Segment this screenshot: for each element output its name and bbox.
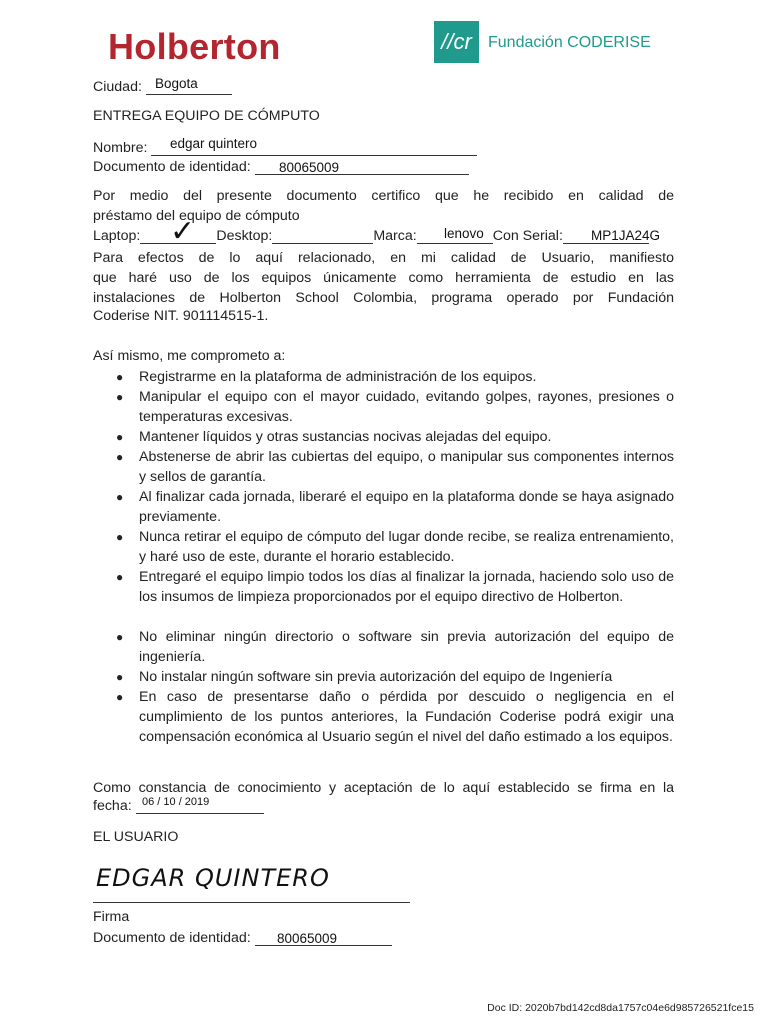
laptop-label: Laptop: [93,228,141,244]
fecha-value: 06 / 10 / 2019 [142,796,210,808]
bullet-icon: ● [116,690,124,704]
firma-label: Firma [93,909,130,925]
coderise-logo-icon: //cr [434,21,479,63]
para-line-2: que haré uso de los equipos únicamente como herramienta de estudio en las [93,270,674,286]
list-item: Entregaré el equipo limpio todos los días al finalizar la jornada, haciendo solo uso de los insumos de limpieza proporcionados por el equipo directivo de Holberton. [139,569,674,605]
documento2-row [93,930,392,946]
compromiso-heading: Así mismo, me comprometo a: [93,348,286,364]
constancia-line-1: Como constancia de conocimiento y aceptación de lo aquí establecido se firma en la [93,780,674,796]
documento-label: Documento de identidad: [93,159,251,175]
bullet-icon: ● [116,630,124,644]
list-item: Mantener líquidos y otras sustancias nocivas alejadas del equipo. [139,429,552,445]
bullet-icon: ● [116,370,124,384]
marca-label: Marca: [373,228,417,244]
signature: EDGAR QUINTERO [96,864,330,892]
documento2-label: Documento de identidad: [93,930,251,946]
list-item: En caso de presentarse daño o pérdida por descuido o negligencia en el cumplimiento de los puntos anteriores, la Fundación Coderise podrá exigir una compensación económica al Usuario según el nivel del daño estimado a los equipos. [139,689,674,745]
holberton-logo: Holberton [108,26,281,67]
bullet-icon: ● [116,530,124,544]
ciudad-value: Bogota [155,76,198,91]
serial-value: MP1JA24G [591,228,661,243]
ciudad-label: Ciudad: [93,79,142,95]
desktop-label: Desktop: [216,228,273,244]
nombre-value: edgar quintero [170,136,258,151]
list-item: Abstenerse de abrir las cubiertas del equipo, o manipular sus componentes internos y sellos de garantía. [139,449,674,485]
nombre-label: Nombre: [93,140,148,156]
signature-line [93,902,410,903]
bullet-icon: ● [116,570,124,584]
fundacion-name: Fundación CODERISE [488,34,651,51]
intro-line-1: Por medio del presente documento certifico que he recibido en calidad de [93,188,674,204]
list-item: No instalar ningún software sin previa autorización del equipo de Ingeniería [139,669,613,685]
bullet-icon: ● [116,490,124,504]
list-item: Al finalizar cada jornada, liberaré el equipo en la plataforma donde se haya asignado previamente. [139,489,674,525]
serial-label: Con Serial: [492,228,563,244]
bullet-icon: ● [116,450,124,464]
list-item: Registrarme en la plataforma de administración de los equipos. [139,369,537,385]
list-item: Nunca retirar el equipo de cómputo del lugar donde recibe, se realiza entrenamiento, y haré uso de este, durante el horario establecido. [139,529,674,565]
bullet-icon: ● [116,430,124,444]
document-title: ENTREGA EQUIPO DE CÓMPUTO [93,108,320,124]
intro-line-2: préstamo del equipo de cómputo [93,208,300,224]
para-line-1: Para efectos de lo aquí relacionado, en mi calidad de Usuario, manifiesto [93,250,674,266]
list-item: No eliminar ningún directorio o software sin previa autorización del equipo de ingeniería. [139,629,674,665]
bullet-icon: ● [116,670,124,684]
documento2-value: 80065009 [277,931,338,946]
marca-value: lenovo [444,226,484,241]
para-line-4: Coderise NIT. 901114515-1. [93,308,269,324]
usuario-label: EL USUARIO [93,829,179,845]
documento-value: 80065009 [279,160,340,175]
laptop-check-icon: ✓ [170,215,196,248]
doc-id: Doc ID: 2020b7bd142cd8da1757c04e6d985726521fce15 [487,1002,754,1014]
fecha-label: fecha: [93,798,132,814]
para-line-3: instalaciones de Holberton School Colombia, programa operado por Fundación [93,290,674,306]
desktop-field [272,228,373,244]
list-item: Manipular el equipo con el mayor cuidado, evitando golpes, rayones, presiones o temperaturas excesivas. [139,389,674,425]
bullet-icon: ● [116,390,124,404]
nombre-row [93,139,477,156]
